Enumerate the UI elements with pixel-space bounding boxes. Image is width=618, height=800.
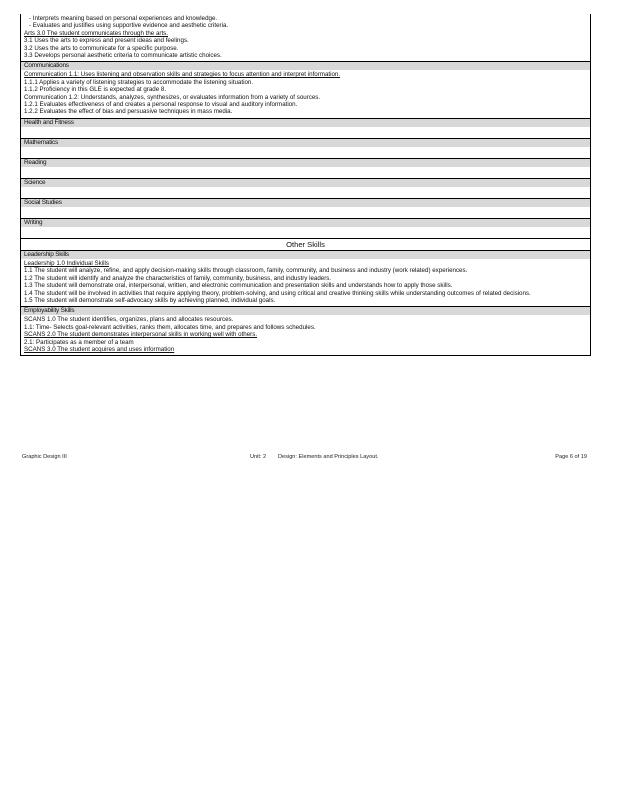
science-header: Science <box>21 178 590 187</box>
communication-standard-line-text: 1.1.1 Applies a variety of listening strategies to accommodate the listening situation. <box>24 78 254 86</box>
employability-standard-line-text: SCANS 1.0 The student identifies, organizes, plans and allocates resources. <box>24 316 234 324</box>
writing-body <box>21 227 590 238</box>
arts-standard-line <box>21 52 590 59</box>
employability-standard-line-text: 1.1: Time- Selects goal-relevant activities, ranks them, allocates time, and prepares and follows schedules. <box>24 323 316 331</box>
employability-standard-line <box>21 316 590 323</box>
other-skills-title: Other Skills <box>21 238 590 250</box>
communication-standard-line-text: 1.2.2 Evaluates the effect of bias and persuasive techniques in mass media. <box>24 108 233 116</box>
communication-standard-line-text: 1.2.1 Evaluates effectiveness of and creates a personal response to visual and auditory information. <box>24 101 298 109</box>
employability-standard-line <box>21 346 590 353</box>
mathematics-body <box>21 147 590 158</box>
footer-course: Graphic Design III <box>22 454 67 460</box>
health-fitness-body <box>21 127 590 138</box>
arts-standard-line-text: 3.3 Develops personal aesthetic criteria to communicate artistic choices. <box>24 52 222 60</box>
footer-unit: Unit: 2 <box>250 454 267 460</box>
communication-standard-line-text: Communication 1.1: Uses listening and observation skills and strategies to focus attention and interpret information. <box>24 71 341 79</box>
standards-table <box>20 14 591 356</box>
employability-standard-line-text: SCANS 2.0 The student demonstrates interpersonal skills in working well with others. <box>24 331 258 339</box>
employability-skills-header: Employability Skills <box>21 306 590 315</box>
leadership-standard-line <box>21 297 590 304</box>
leadership-standard-line-text: 1.1 The student will analyze, refine, and apply decision-making skills through classroom, family, community, and business and industry (work related) experiences. <box>24 267 468 275</box>
reading-header: Reading <box>21 158 590 167</box>
communications-header: Communications <box>21 61 590 70</box>
employability-standard-line <box>21 331 590 338</box>
health-fitness-header: Health and Fitness <box>21 118 590 127</box>
communication-standard-line <box>21 94 590 101</box>
arts-standard-line-text: 3.1 Uses the arts to express and present ideas and feelings. <box>24 37 189 45</box>
science-body <box>21 187 590 198</box>
leadership-standard-line-text: 1.2 The student will identify and analyze the characteristics of family, community, business, and industry leaders. <box>24 274 332 282</box>
writing-header: Writing <box>21 218 590 227</box>
employability-standard-line-text: 2.1: Participates as a member of a team <box>24 338 134 346</box>
communication-standard-line <box>21 101 590 108</box>
communication-standard-line-text: 1.1.2 Proficiency in this GLE is expected at grade 8. <box>24 86 167 94</box>
leadership-standard-line-text: 1.4 The student will be involved in activities that require applying theory, problem-solving, and using critical and creative thinking skills while understanding outcomes of related decisions. <box>24 289 531 297</box>
communication-standard-line <box>21 86 590 93</box>
employability-standard-line <box>21 324 590 331</box>
communication-standard-line-text: Communication 1.2: Understands, analyzes, synthesizes, or evaluates information from a variety of sources. <box>24 93 321 101</box>
arts-standards-block <box>21 14 590 61</box>
footer-unit-title: Design: Elements and Principles Layout. <box>278 454 379 460</box>
arts-standard-line <box>21 15 590 22</box>
footer-page-number: Page 6 of 19 <box>555 454 587 460</box>
employability-standard-line <box>21 339 590 346</box>
arts-standard-line-text: Arts 3.0 The student communicates through the arts. <box>24 29 168 37</box>
leadership-skills-header: Leadership Skills <box>21 250 590 259</box>
communication-standard-line <box>21 71 590 78</box>
arts-standard-line-text: - Interprets meaning based on personal experiences and knowledge. <box>29 15 218 22</box>
leadership-standard-line-text: 1.3 The student will demonstrate oral, interpersonal, written, and electronic communication and presentation skills and understands how to apply those skills. <box>24 282 453 290</box>
leadership-standard-line <box>21 282 590 289</box>
communications-standards-block <box>21 70 590 117</box>
arts-standard-line <box>21 30 590 37</box>
employability-standard-line-text: SCANS 3.0 The student acquires and uses information <box>24 345 175 353</box>
leadership-standard-line-text: Leadership 1.0 Individual Skills <box>24 259 109 267</box>
communication-standard-line <box>21 108 590 115</box>
social-studies-body <box>21 207 590 218</box>
communication-standard-line <box>21 79 590 86</box>
mathematics-header: Mathematics <box>21 138 590 147</box>
employability-standards-block <box>21 315 590 355</box>
leadership-standard-line <box>21 260 590 267</box>
table-bottom-rule <box>21 355 590 356</box>
social-studies-header: Social Studies <box>21 198 590 207</box>
leadership-standard-line <box>21 275 590 282</box>
arts-standard-line-text: 3.2 Uses the arts to communicate for a specific purpose. <box>24 44 179 52</box>
leadership-standard-line-text: 1.5 The student will demonstrate self-advocacy skills by achieving planned, individual goals. <box>24 296 276 304</box>
page-footer <box>22 453 587 463</box>
arts-standard-line <box>21 45 590 52</box>
reading-body <box>21 167 590 178</box>
leadership-standards-block <box>21 259 590 306</box>
arts-standard-line-text: - Evaluates and justifies using supportive evidence and aesthetic criteria. <box>29 22 229 30</box>
leadership-standard-line <box>21 267 590 274</box>
arts-standard-line <box>21 37 590 44</box>
arts-standard-line <box>21 22 590 29</box>
leadership-standard-line <box>21 290 590 297</box>
